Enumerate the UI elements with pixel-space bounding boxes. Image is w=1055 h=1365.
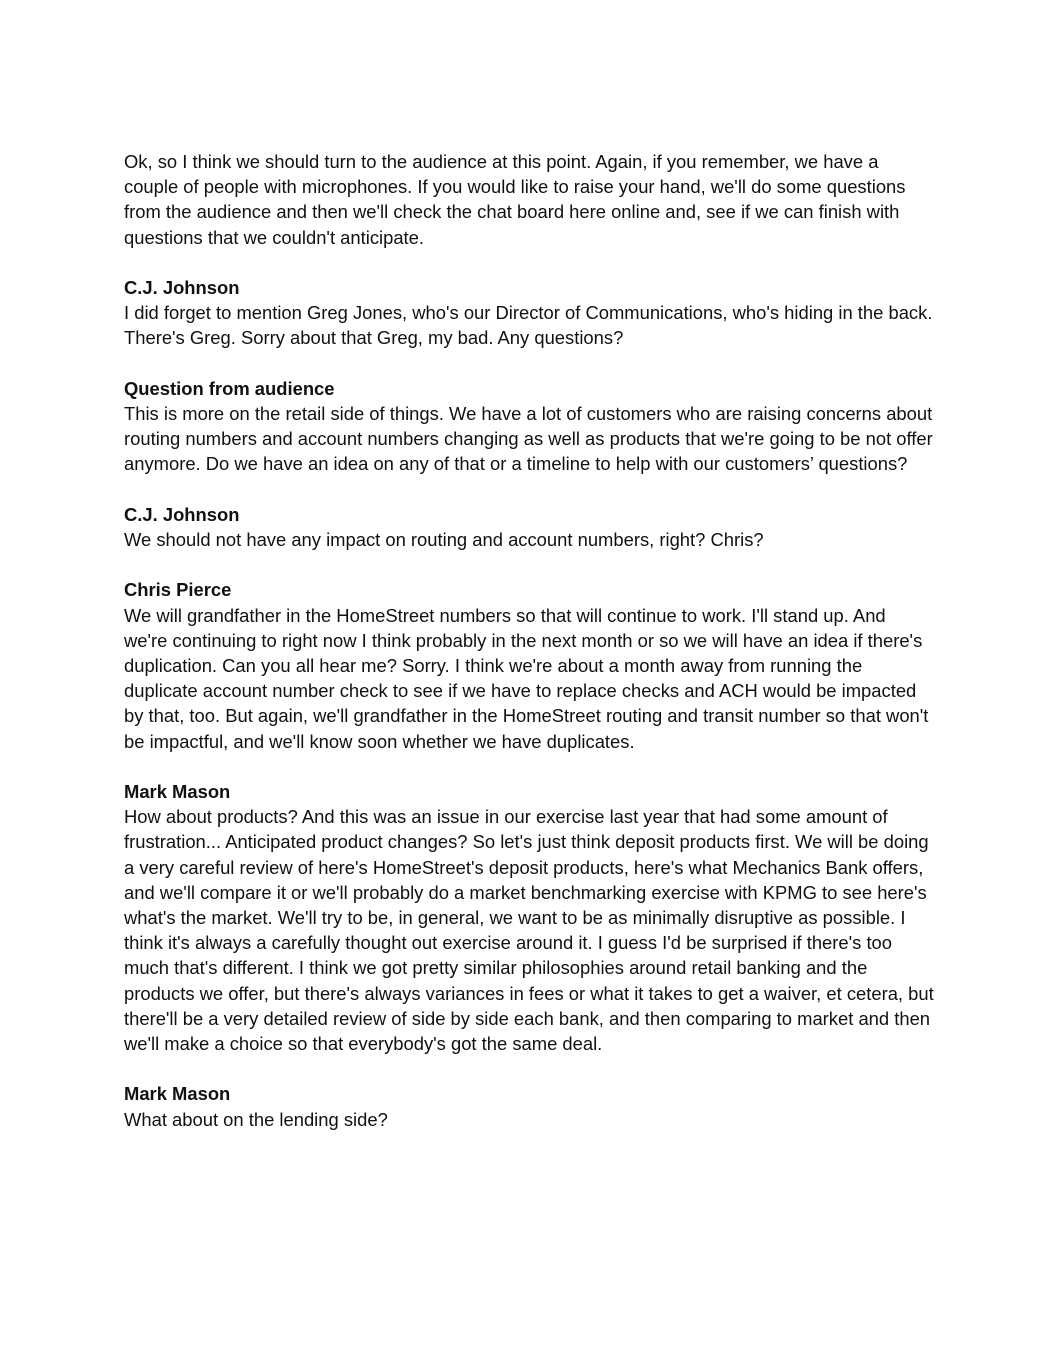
speaker-block (124, 1081, 934, 1131)
speaker-text: How about products? And this was an issue in our exercise last year that had some amount of frustration... Anticipated product changes? So let's just think deposit products first. We will be doing a very careful review of here's HomeStreet's deposit products, here's what Mechanics Bank offers, and we'll compare it or we'll probably do a market benchmarking exercise with KPMG to see here's what's the market. We'll try to be, in general, we want to be as minimally disruptive as possible. I think it's always a carefully thought out exercise around it. I guess I'd be surprised if there's too much that's different. I think we got pretty similar philosophies around retail banking and the products we offer, but there's always variances in fees or what it takes to get a waiver, et cetera, but there'll be a very detailed review of side by side each bank, and then comparing to market and then we'll make a choice so that everybody's got the same deal. (124, 806, 934, 1055)
speaker-block (124, 779, 934, 1056)
speaker-name: C.J. Johnson (124, 277, 240, 298)
speaker-name: Chris Pierce (124, 579, 232, 601)
speaker-text: What about on the lending side? (124, 1108, 388, 1130)
speaker-name: C.J. Johnson (124, 503, 240, 525)
transcript-page (124, 149, 934, 1157)
speaker-block (124, 577, 934, 753)
speaker-text: We should not have any impact on routing and account numbers, right? Chris? (124, 529, 764, 550)
intro-text: Ok, so I think we should turn to the audience at this point. Again, if you remember, we have a couple of people with microphones. If you would like to raise your hand, we'll do some questions from the audience and then we'll check the chat board here online and, see if we can finish with questions that we couldn't anticipate. (124, 151, 906, 248)
speaker-block (124, 376, 934, 477)
speaker-text: I did forget to mention Greg Jones, who's our Director of Communications, who's hiding in the back. There's Greg. Sorry about that Greg, my bad. Any questions? (124, 302, 933, 349)
speaker-name: Question from audience (124, 377, 335, 399)
speaker-block (124, 502, 934, 552)
speaker-text: We will grandfather in the HomeStreet numbers so that will continue to work. I'll stand up. And we're continuing to right now I think probably in the next month or so we will have an idea if there's duplication. Can you all hear me? Sorry. I think we're about a month away from running the duplicate account number check to see if we have to replace checks and ACH would be impacted by that, too. But again, we'll grandfather in the HomeStreet routing and transit number so that won't be impactful, and we'll know soon whether we have duplicates. (124, 604, 929, 752)
speaker-block (124, 275, 934, 351)
intro-paragraph (124, 149, 934, 250)
speaker-name: Mark Mason (124, 1083, 231, 1105)
speaker-text: This is more on the retail side of things. We have a lot of customers who are raising concerns about routing numbers and account numbers changing as well as products that we're going to be not offer anymore. Do we have an idea on any of that or a timeline to help with our customers’ questions? (124, 403, 933, 475)
speaker-name: Mark Mason (124, 781, 231, 802)
